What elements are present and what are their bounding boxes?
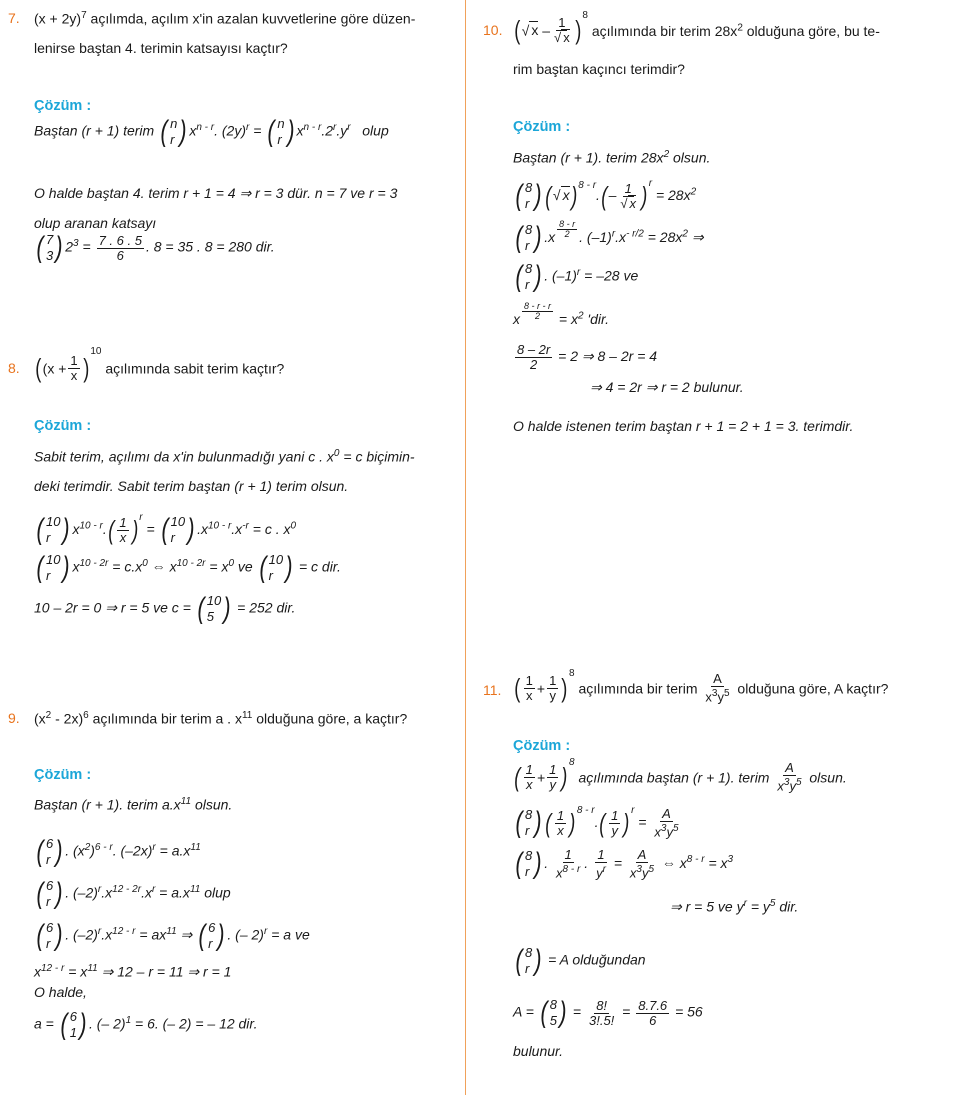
solution-label: Çözüm : — [513, 738, 571, 754]
solution-label: Çözüm : — [34, 98, 92, 114]
question-text: $(x + 2y)^7$ açılımda, açılım x'in azalan kuvvetlerine göre düzen- — [34, 10, 416, 27]
solution-line: A = ( 8 5 ) = $\frac{8!}{3!.5!}$ = $\frac{8.7.6}{6}$ = 56 — [513, 996, 703, 1029]
question-text-line2: lenirse baştan 4. terimin katsayısı kaçtır? — [34, 40, 288, 56]
question-text-line2: rim baştan kaçıncı terimdir? — [513, 61, 685, 77]
solution-line: ( 8 r ) .x $^{\frac{8 - r}{2}}$ . $(-1)^r.x^{- r/2} = 28x^2$ ⇒ — [515, 219, 704, 255]
solution-line: ( 10 r ) $x^{10 - r}$.( $\frac{1}{x}$ )$^r$ = ( 10 r ) $.x^{10 - r}.x^{-r} = c$ . $x^0$ — [36, 512, 297, 547]
solution-line: O halde istenen terim baştan r + 1 = 2 + 1 = 3. terimdir. — [513, 418, 854, 434]
solution-line: $\frac{8 - 2r}{2}$ = 2 ⇒ 8 – 2r = 4 — [517, 342, 658, 372]
solution-line: deki terimdir. Sabit terim baştan (r + 1) terim olsun. — [34, 478, 349, 494]
question-number: 8. — [8, 360, 20, 376]
solution-line: x $^{\frac{8 - r - r}{2}}$ = $x^2$ 'dir. — [513, 301, 610, 328]
solution-line: ( $\frac{1}{x}$ + $\frac{1}{y}$ )$^8$ açılımında baştan (r + 1). terim $\frac{A}{x^3y^5}$ olsun. — [514, 757, 847, 794]
column-divider — [465, 0, 466, 1095]
solution-line: ( 10 r ) $x^{10 - 2r} = c.x^0$ ⇔ $x^{10 - 2r} = x^0$ ve ( 10 r ) = c dir. — [36, 551, 341, 584]
solution-line: bulunur. — [513, 1043, 564, 1059]
question-text: (√ x – $\frac{1}{√ x}$ )$^8$ açılımında bir terim $28x^2$ olduğuna göre, bu te- — [514, 10, 880, 46]
solution-line: ( 6 r ) . $(x^2)^{6 - r}$. $(-2x)^r = a.x^{11}$ — [36, 835, 201, 868]
solution-label: Çözüm : — [34, 418, 92, 434]
solution-line: ( 8 r ) . $(-1)^r = -28$ ve — [515, 260, 639, 293]
solution-line: ( 8 r ) (√ x)$^{8 - r}$.(– $\frac{1}{√ x}$ )$^r = 28x^2$ — [515, 178, 697, 213]
solution-line: ⇒ r = 5 ve $y^r = y^5$ dir. — [670, 898, 799, 915]
solution-line: 10 – 2r = 0 ⇒ r = 5 ve c = ( 10 5 ) = 252 dir. — [34, 592, 296, 625]
solution-line: $x^{12 - r} = x^{11}$ ⇒ 12 – r = 11 ⇒ r = 1 — [34, 963, 232, 980]
solution-line: Baştan (r + 1). terim $28x^2$ olsun. — [513, 149, 711, 166]
solution-line: a = ( 6 1 ) . (– 2)$^1$ = 6. (– 2) = – 12 dir. — [34, 1008, 258, 1041]
solution-line: ( 8 r ) . $\frac{1}{x^{8 - r}}$ . $\frac{1}{y^r}$ = $\frac{A}{x^3y^5}$ ⇔ $x^{8 - r} = x^3$ — [515, 847, 734, 881]
solution-line: O halde baştan 4. terim r + 1 = 4 ⇒ r = 3 dür. n = 7 ve r = 3 — [34, 185, 398, 201]
question-text: $(x^2 - 2x)^6$ açılımında bir terim a . $x^{11}$ olduğuna göre, a kaçtır? — [34, 710, 408, 727]
solution-line: Baştan (r + 1). terim $a.x^{11}$ olsun. — [34, 796, 233, 813]
solution-line: ( 7 3 ) $2^3$ = $\frac{7 . 6 . 5}{6}$ . 8 = 35 . 8 = 280 dir. — [36, 231, 275, 264]
solution-line: ( 6 r ) . $(-2)^r.x^{12 - 2r}.x^r = a.x^{11}$ olup — [36, 877, 231, 910]
solution-label: Çözüm : — [513, 119, 571, 135]
question-number: 11. — [483, 682, 502, 698]
binomial: ( n r ) — [160, 115, 187, 148]
solution-line: olup aranan katsayı — [34, 215, 157, 231]
question-number: 10. — [483, 22, 503, 38]
solution-line: Baştan (r + 1) terim ( n r ) $x^{n - r}$. $(2y)^r$ = ( n r ) $x^{n - r}.2^r.y^r$ olup — [34, 115, 389, 148]
solution-label: Çözüm : — [34, 767, 92, 783]
question-number: 7. — [8, 10, 20, 26]
question-number: 9. — [8, 710, 20, 726]
solution-line: ⇒ 4 = 2r ⇒ r = 2 bulunur. — [590, 379, 744, 395]
solution-line: ( 8 r ) = A olduğundan — [515, 944, 646, 977]
question-text: ((x + $\frac{1}{x}$ )$^{10}$ açılımında sabit terim kaçtır? — [35, 346, 285, 384]
question-text: ( $\frac{1}{x}$ + $\frac{1}{y}$ )$^8$ açılımında bir terim $\frac{A}{x^3y^5}$ olduğuna göre, A kaçtır? — [514, 668, 889, 705]
solution-line: ( 6 r ) . $(-2)^r.x^{12 - r} = ax^{11}$ ⇒ ( 6 r ) . (– 2)$^r$ = a ve — [36, 919, 310, 952]
solution-line: Sabit terim, açılımı da x'in bulunmadığı yani c . $x^0 = c$ biçimin- — [34, 448, 415, 465]
solution-line: ( 8 r ) ( $\frac{1}{x}$ )$^{8 - r}$.( $\frac{1}{y}$ )$^r$ = $\frac{A}{x^3y^5}$ — [515, 805, 679, 840]
solution-line: O halde, — [34, 984, 87, 1000]
